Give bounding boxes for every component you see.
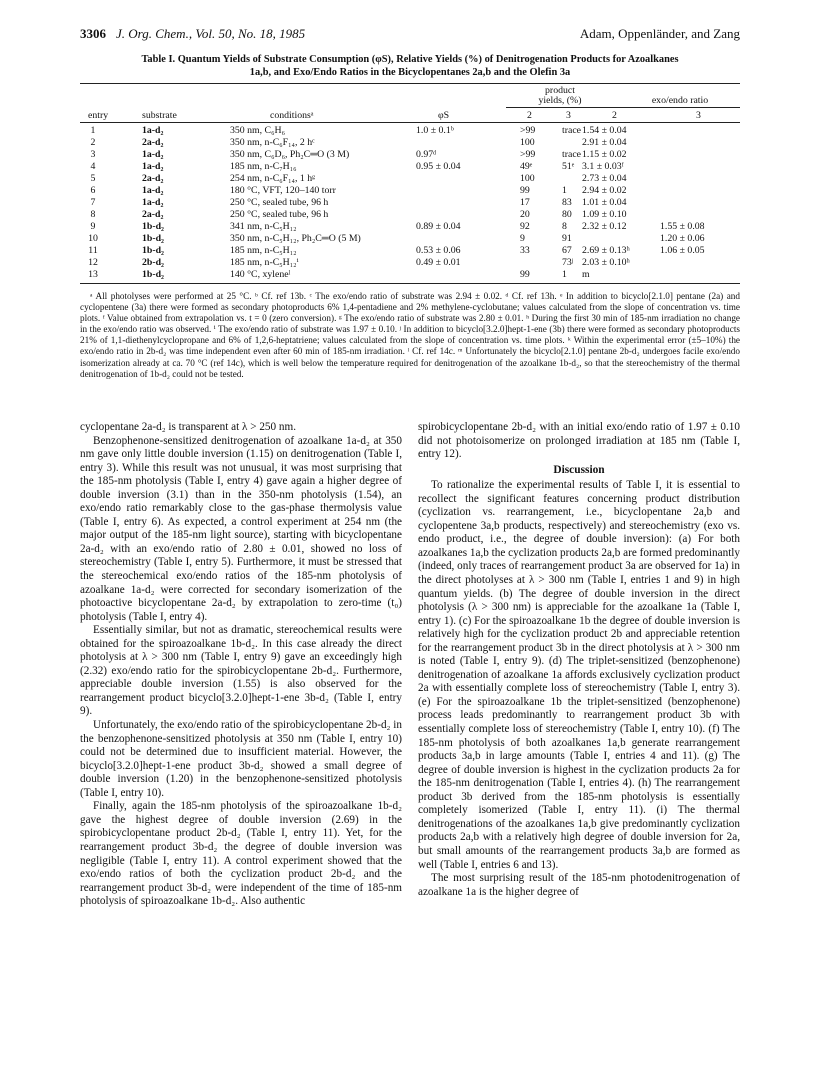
table-cell-r2: 1.15 ± 0.02: [582, 149, 627, 160]
table-cell-substrate: 1a-d₂: [142, 125, 164, 136]
table-cell-y3: 83: [562, 197, 572, 208]
table-cell-entry: 6: [90, 185, 96, 196]
table-cell-entry: 9: [90, 221, 96, 232]
table-cell-y3: 91: [562, 233, 572, 244]
page-header: [80, 26, 740, 44]
table-cell-y2: 100: [520, 137, 535, 148]
table-cell-y3: 1: [562, 185, 567, 196]
table-cell-substrate: 2a-d₂: [142, 173, 164, 184]
table-cell-r2: 2.91 ± 0.04: [582, 137, 627, 148]
table-cell-entry: 3: [90, 149, 96, 160]
left-paragraph-5: Finally, again the 185-nm photolysis of the spiroazoalkane 1b-d₂ gave the highest degree of double inversion (2.69) in the spirobicyclopentane product 2b-d₂ (Table I, entry 11). Yet, for the rearrangement product 3b-d₂ the degree of double inversion was negligible (Table I, entry 11). A control experiment showed that the exo/endo ratios of both the cyclization product 2b-d₂ and the rearrangement product 3b-d₂ were independent of the time of 185-nm photolysis of spiroazoalkane 1b-d₂. Also authentic: [80, 800, 402, 908]
discussion-paragraph-2: The most surprising result of the 185-nm photodenitrogenation of azoalkane 1a is the higher degree of: [418, 872, 740, 898]
table-cell-entry: 11: [88, 245, 98, 256]
table-cell-r2: 1.09 ± 0.10: [582, 209, 627, 220]
table-cell-y2: >99: [520, 125, 536, 136]
table-cell-conditions: 180 °C, VFT, 120–140 torr: [230, 185, 336, 196]
table-cell-r3: 1.55 ± 0.08: [660, 221, 705, 232]
table-cell-conditions: 350 nm, n-C₆F₁₄, 2 hᶜ: [230, 137, 315, 148]
table-cell-y2: 9: [520, 233, 525, 244]
left-paragraph-4: Unfortunately, the exo/endo ratio of the spirobicyclopentane 2b-d₂ in the benzophenone-sensitized photolysis at 350 nm (Table I, entry 10) could not be determined due to insufficient material. However, the bicyclo[3.2.0]hept-1-ene product 3b-d₂ showed a small degree of double inversion (1.20) in the benzophenone-sensitized photolysis (Table I, entry 10).: [80, 719, 402, 799]
table-cell-phi: 0.49 ± 0.01: [416, 257, 461, 268]
journal-issue: No. 18, 1985: [237, 26, 306, 41]
table-cell-y3: 73ʲ: [562, 257, 574, 268]
table-cell-y3: 51ᵉ: [562, 161, 575, 172]
table-cell-r3: 1.06 ± 0.05: [660, 245, 705, 256]
table-cell-conditions: 185 nm, n-C₅H₁₂ⁱ: [230, 257, 299, 268]
table-cell-phi: 0.53 ± 0.06: [416, 245, 461, 256]
table-cell-y2: 99: [520, 269, 530, 280]
table-cell-y3: 80: [562, 209, 572, 220]
table-cell-r2: 2.94 ± 0.02: [582, 185, 627, 196]
table-footnotes: ᵃ All photolyses were performed at 25 °C. ᵇ Cf. ref 13b. ᶜ The exo/endo ratio of substrate was 2.94 ± 0.02. ᵈ Cf. ref 13h. ᵉ In addition to bicyclo[2.1.0] pentane (2a) and cyclopentene (3a) there were formed as secondary photoproducts 6% 1,4-pentadiene and 2% methylene-cyclobutane; values calculated from the slope of concentration vs. time plots. ᶠ Value obtained from extrapolation vs. t = 0 (zero conversion). ᵍ The exo/endo ratio of substrate was 2.80 ± 0.01. ʰ During the first 30 min of 185-nm irradiation no change in the exo/endo ratio was observed. ⁱ The exo/endo ratio of substrate was 1.97 ± 0.10. ʲ In addition to bicyclo[3.2.0]hept-1-ene (3b) there were formed as secondary photoproducts 21% of 1,1-diethenylcyclopropane and 6% of 1,2,6-heptatriene; values calculated from the slope of concentration vs. time plots. ᵏ Within the experimental error (±5–10%) the exo/endo ratio in 2b-d₂ was time independent even after 60 min of 185-nm irradiation. ˡ Cf. ref 14c. ᵐ Unfortunately the bicyclo[2.1.0] pentane 2b-d₂ undergoes facile exo/endo isomerization already at ca. 70 °C (ref 14c), which is well below the temperature required for denitrogenation of the azoalkane 1b-d₂, so that the stereochemistry of the thermal denitrogenation of 1b-d₂ could not be tested.: [80, 291, 740, 379]
col-ratio-3: 3: [696, 110, 701, 121]
table-cell-substrate: 2a-d₂: [142, 209, 164, 220]
table-cell-substrate: 1b-d₂: [142, 233, 164, 244]
left-paragraph-1: cyclopentane 2a-d₂ is transparent at λ > 250 nm.: [80, 421, 297, 433]
table-cell-entry: 4: [90, 161, 96, 172]
table-cell-r2: 3.1 ± 0.03ᶠ: [582, 161, 624, 172]
col-yield-3: 3: [566, 110, 571, 121]
table-cell-substrate: 1b-d₂: [142, 245, 164, 256]
journal-volume: Vol. 50,: [195, 26, 235, 41]
table-cell-r2: 1.54 ± 0.04: [582, 125, 627, 136]
discussion-paragraph-1: To rationalize the experimental results of Table I, it is essential to recollect the significant features concerning product distribution (cyclization vs. rearrangement, i.e., bicyclopentane 2a,b and cyclopentene 3a,b products, respectively) and stereochemistry (exo vs. endo product, i.e., the degree of double inversion): (a) For both azoalkanes 1a,b the cyclization products 2a,b are formed predominantly (indeed, only traces of rearrangement product 3a are observed for 1a) in the direct photolyses at λ > 300 nm (Table I, entries 1 and 9) in high quantum yields. (b) The degree of double inversion in the direct photolysis (λ > 300 nm) is appreciable for the azoalkane 1a (Table I, entry 1). (c) For the spiroazoalkane 1b the degree of double inversion is relatively high for the cyclization product 2b and appreciable retention for the rearrangement product 3b in the direct photolysis at λ > 300 nm is noted (Table I, entry 9). (d) The triplet-sensitized (benzophenone) denitrogenation of azoalkane 1a affords exclusively cyclization product 2a with essentially complete loss of stereochemistry (Table I, entry 3). (e) For the spiroazoalkane 1b the triplet-sensitized (benzophenone) process leads predominantly to rearrangement product 3b with essentially complete loss of stereochemistry (Table I, entry 10). (f) The 185-nm photolysis of both azoalkanes 1a,b generate rearrangement products 3a,b in large amounts (Table I, entries 4 and 11). (g) The degree of double inversion is highest in the cyclization products 2a for the 185-nm denitrogenation (Table I, entries 4). (h) The rearrangement product 3b derived from the 185-nm photolysis is essentially completely isomerized (Table I, entry 11). (i) The thermal denitrogenations of the azoalkanes 1a,b give predominantly cyclization products 2a,b with a relatively high degree of double inversion for 2a, but small amounts of the rearrangement products 3a,b are formed as well (Table I, entries 6 and 13).: [418, 479, 740, 871]
table-cell-y3: 67: [562, 245, 572, 256]
ratio-group-rule: [582, 107, 740, 108]
table-caption-line1: Table I. Quantum Yields of Substrate Consumption (φS), Relative Yields (%) of Denitrogenation Products for Azoalkanes: [141, 54, 679, 65]
table-cell-phi: 0.97ᵈ: [416, 149, 437, 160]
table-cell-entry: 12: [88, 257, 98, 268]
col-substrate: substrate: [142, 110, 177, 121]
header-product-yields-1: product: [545, 85, 575, 96]
table-cell-y2: 92: [520, 221, 530, 232]
col-entry: entry: [88, 110, 109, 121]
table-cell-phi: 0.89 ± 0.04: [416, 221, 461, 232]
table-cell-y2: 100: [520, 173, 535, 184]
table-cell-y3: trace: [562, 149, 582, 160]
table-cell-conditions: 254 nm, n-C₆F₁₄, 1 hᵍ: [230, 173, 316, 184]
col-phi: φS: [438, 110, 450, 121]
right-intro: spirobicyclopentane 2b-d₂ with an initial exo/endo ratio of 1.97 ± 0.10 did not photoisomerize on prolonged irradiation at 185 nm (Table I, entry 12).: [418, 421, 740, 461]
col-ratio-2: 2: [612, 110, 617, 121]
table-cell-entry: 10: [88, 233, 98, 244]
header-product-yields-2: yields, (%): [538, 95, 582, 106]
table-cell-substrate: 1a-d₂: [142, 197, 164, 208]
table-cell-y2: 49ᵉ: [520, 161, 533, 172]
left-paragraph-2: Benzophenone-sensitized denitrogenation of azoalkane 1a-d₂ at 350 nm gave only little double inversion (1.15) on denitrogenation (Table I, entry 3). While this result was not unusual, it was most surprising that the 185-nm photolysis (Table I, entry 4) gave again a higher degree of double inversion (3.1) than in the 350-nm photolysis (1.54), an exo/endo ratio remarkably close to the gas-phase thermolysis value (Table I, entry 6). As expected, a control experiment at 254 nm (the major output of the 185-nm light source), starting with bicyclopentane 2a-d₂ with an exo/endo ratio of 2.80 ± 0.01, showed no loss of stereochemistry (Table I, entry 5). Furthermore, it must be stressed that the stereochemical exo/endo ratios of the 185-nm photolysis of azoalkane 1a-d₂ were corrected for secondary isomerization of the photoactive bicyclopentane 2a-d₂ by extrapolation to zero-time (t₀) photolysis (Table I, entry 4).: [80, 434, 402, 623]
table-cell-conditions: 185 nm, n-C₇H₁₆: [230, 161, 297, 172]
table-cell-conditions: 185 nm, n-C₅H₁₂: [230, 245, 297, 256]
table-cell-r2: 2.03 ± 0.10ʰ: [582, 257, 630, 268]
table-caption-line2: 1a,b, and Exo/Endo Ratios in the Bicyclopentanes 2a,b and the Olefin 3a: [249, 67, 571, 78]
table-cell-substrate: 2b-d₂: [142, 257, 164, 268]
header-bottom-rule: [80, 122, 740, 123]
table-cell-substrate: 1a-d₂: [142, 161, 164, 172]
table-cell-y2: >99: [520, 149, 536, 160]
table-cell-y2: 20: [520, 209, 530, 220]
left-column: [80, 421, 402, 909]
journal-name: J. Org. Chem.,: [116, 26, 193, 41]
discussion-heading: Discussion: [553, 463, 605, 476]
header-exo-endo: exo/endo ratio: [651, 95, 709, 106]
table-cell-entry: 8: [90, 209, 96, 220]
table-cell-phi: 1.0 ± 0.1ᵇ: [416, 125, 454, 136]
left-paragraph-3: Essentially similar, but not as dramatic, stereochemical results were obtained for the spiroazoalkane 1b-d₂. In this case already the direct photolysis at λ > 300 nm (Table I, entry 9) gave an exceedingly high (2.32) exo/endo ratio for the spirobicyclopentane 2b-d₂. Furthermore, appreciable double inversion (1.55) is also observed for the rearrangement product bicyclo[3.2.0]hept-1-ene 3b-d₂ (Table I, entry 9).: [80, 624, 402, 718]
table-cell-entry: 1: [90, 125, 96, 136]
table-cell-substrate: 1b-d₂: [142, 269, 164, 280]
table-cell-y3: trace: [562, 125, 582, 136]
journal-citation: [116, 26, 305, 42]
table-cell-substrate: 1a-d₂: [142, 149, 164, 160]
table-cell-entry: 13: [88, 269, 98, 280]
table-cell-substrate: 1a-d₂: [142, 185, 164, 196]
table-cell-r2: 2.32 ± 0.12: [582, 221, 627, 232]
table-cell-y3: 8: [562, 221, 567, 232]
table-caption: [80, 53, 740, 79]
table-top-rule: [80, 83, 740, 84]
table-cell-substrate: 2a-d₂: [142, 137, 164, 148]
table-cell-entry: 5: [90, 173, 96, 184]
running-authors: Adam, Oppenländer, and Zang: [579, 26, 740, 41]
table-cell-r2: 1.01 ± 0.04: [582, 197, 627, 208]
table-cell-r2: 2.69 ± 0.13ʰ: [582, 245, 630, 256]
table-cell-conditions: 250 °C, sealed tube, 96 h: [230, 209, 329, 220]
table-cell-conditions: 350 nm, C₆H₆: [230, 125, 286, 136]
right-column: [418, 421, 740, 899]
table-cell-conditions: 350 nm, n-C₅H₁₂, Ph₂C═O (5 M): [230, 233, 361, 244]
col-yield-2: 2: [527, 110, 532, 121]
table-cell-conditions: 140 °C, xyleneˡ: [230, 269, 291, 280]
table-cell-conditions: 250 °C, sealed tube, 96 h: [230, 197, 329, 208]
table-cell-substrate: 1b-d₂: [142, 221, 164, 232]
page-number: 3306: [80, 26, 106, 41]
table-cell-phi: 0.95 ± 0.04: [416, 161, 461, 172]
table-cell-conditions: 341 nm, n-C₅H₁₂: [230, 221, 297, 232]
table-cell-entry: 7: [90, 197, 96, 208]
table-cell-y2: 17: [520, 197, 530, 208]
col-conditions: conditionsᵃ: [270, 110, 314, 121]
table-cell-y3: 1: [562, 269, 567, 280]
table-cell-r2: 2.73 ± 0.04: [582, 173, 627, 184]
table-cell-r2: m: [582, 269, 590, 280]
table-bottom-rule: [80, 283, 740, 284]
table-cell-r3: 1.20 ± 0.06: [660, 233, 705, 244]
table-cell-entry: 2: [90, 137, 96, 148]
table-cell-conditions: 350 nm, C₆D₆, Ph₂C═O (3 M): [230, 149, 350, 160]
table-cell-y2: 33: [520, 245, 530, 256]
table-cell-y2: 99: [520, 185, 530, 196]
